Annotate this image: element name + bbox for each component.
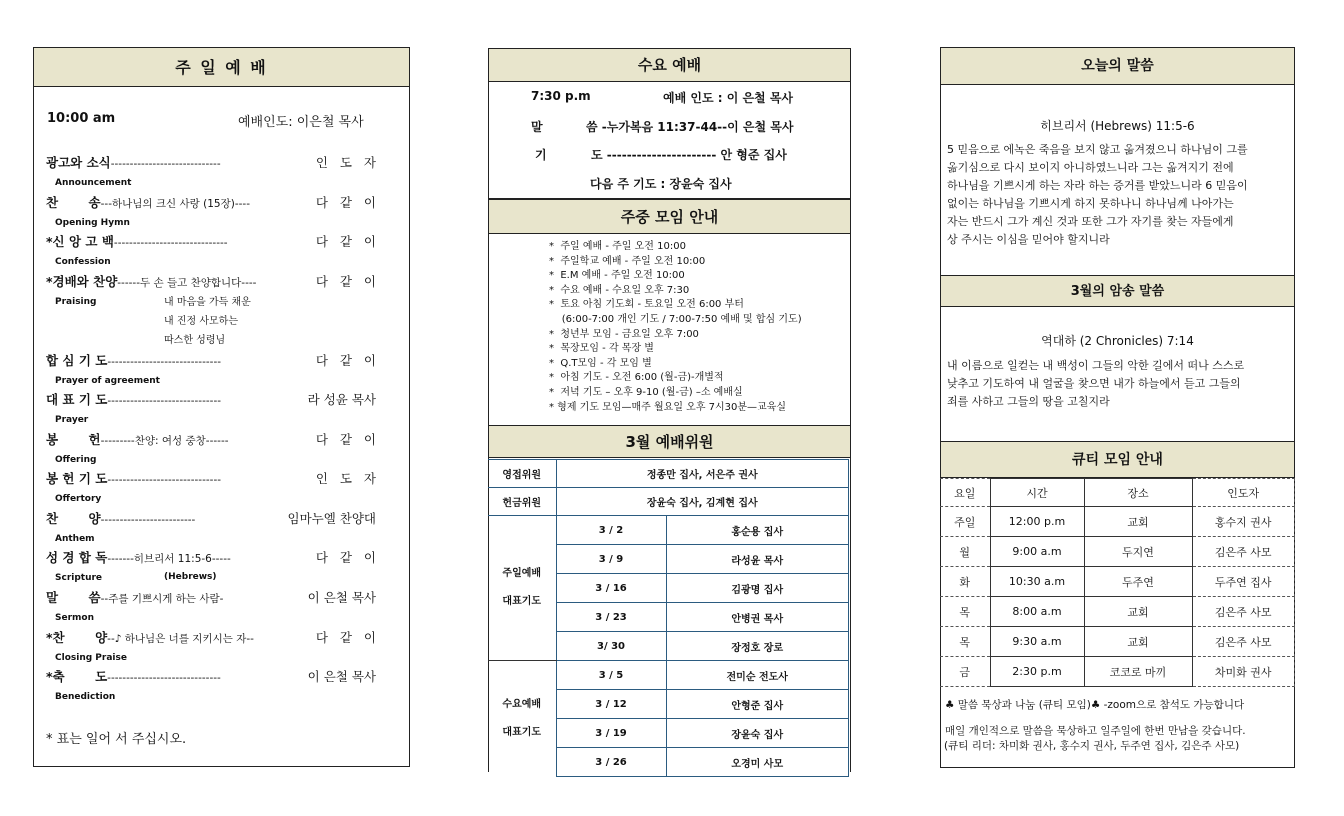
order-item-leader: 인 도 자 — [315, 155, 376, 170]
verse-line: 상 주시는 이심을 믿어야 할지니라 — [947, 233, 1110, 246]
meeting-item: * 수요 예배 - 수요일 오후 7:30 — [549, 284, 690, 296]
sunday-leader: 예배인도: 이은철 목사 — [238, 115, 364, 130]
qt-row — [940, 537, 1295, 567]
order-item-leader: 라 성윤 목사 — [307, 392, 376, 407]
meeting-item: * 토요 아침 기도회 - 토요일 오전 6:00 부터 — [549, 299, 744, 311]
order-item-english: Opening Hymn — [55, 218, 130, 228]
weekly-meetings-title: 주중 모임 안내 — [489, 200, 850, 234]
meeting-item: * 청년부 모임 - 금요일 오후 7:00 — [549, 328, 699, 340]
verse-line: 내 이름으로 일컫는 내 백성이 그들의 악한 길에서 떠나 스스로 — [947, 359, 1245, 372]
qt-footer-line-2: (큐티 리더: 차미화 권사, 홍수지 권사, 두주연 집사, 김은주 사모) — [944, 740, 1240, 752]
order-item-detail: ------------------------------ — [107, 672, 221, 684]
order-item-english: Anthem — [55, 534, 95, 544]
order-item-detail: ------------------------------ — [107, 356, 222, 368]
order-item-detail: ----------------------------- — [110, 158, 221, 170]
qt-place: 교회 — [1084, 507, 1192, 537]
standing-footnote: * 표는 일어 서 주십시오. — [46, 732, 187, 747]
order-item-title: 찬 송 — [46, 195, 101, 210]
praise-line: 내 마음을 가득 채운 — [164, 297, 251, 308]
duty-name: 홍순용 집사 — [666, 516, 849, 545]
verse-line: 자는 반드시 그가 계신 것과 또한 그가 자기를 찾는 자들에게 — [947, 215, 1234, 228]
memory-verse-text — [947, 357, 1244, 411]
order-item-leader: 임마누엘 찬양대 — [287, 511, 376, 526]
qt-header-leader: 인도자 — [1192, 479, 1295, 507]
order-item-detail: ---------찬양: 여성 중창------ — [100, 435, 229, 447]
order-item-title: *찬 양 — [46, 630, 108, 645]
duty-date: 3 / 12 — [556, 690, 666, 719]
qt-leader: 김은주 사모 — [1192, 627, 1295, 657]
order-item-detail: ------------------------------ — [107, 395, 222, 407]
praise-line: 내 진정 사모하는 — [164, 316, 238, 327]
memory-verse-reference: 역대하 (2 Chronicles) 7:14 — [1041, 334, 1194, 348]
order-item-english: Announcement — [55, 178, 132, 188]
duty-name: 라성윤 목사 — [666, 545, 849, 574]
order-item-english: Scripture — [55, 573, 103, 583]
order-item-english: Prayer — [55, 415, 89, 425]
sunday-service-panel — [33, 47, 410, 767]
order-item-title: 합 심 기 도 — [46, 353, 108, 368]
qt-row — [940, 507, 1295, 537]
order-item-leader: 다 같 이 — [315, 630, 376, 645]
worship-order-item — [46, 351, 376, 369]
duty-date: 3 / 9 — [556, 545, 666, 574]
order-item-title: 성 경 합 독 — [46, 550, 108, 565]
qt-time: 9:00 a.m — [990, 537, 1084, 567]
qt-day: 금 — [940, 657, 990, 687]
qt-place: 코코로 마끼 — [1084, 657, 1192, 687]
worship-order-item — [46, 548, 376, 566]
sunday-service-title: 주 일 예 배 — [34, 48, 409, 87]
worship-order-item — [46, 153, 376, 171]
qt-time: 10:30 a.m — [990, 567, 1084, 597]
order-item-title: *경배와 찬양 — [46, 274, 118, 289]
verse-line: 낮추고 기도하여 내 얼굴을 찾으면 내가 하늘에서 듣고 그들의 — [947, 377, 1241, 390]
today-word-reference: 히브리서 (Hebrews) 11:5-6 — [1040, 119, 1195, 133]
order-item-leader: 다 같 이 — [315, 274, 376, 289]
memory-verse-panel — [940, 275, 1295, 442]
greeting-label: 영접위원 — [488, 460, 556, 488]
meeting-item: * Q.T모임 - 각 모임 별 — [549, 357, 652, 369]
order-item-english: Benediction — [55, 692, 116, 702]
order-item-title: *신 앙 고 백 — [46, 234, 114, 249]
today-word-text — [947, 141, 1248, 249]
wednesday-service-panel — [488, 48, 851, 199]
order-item-leader: 이 은철 목사 — [307, 669, 376, 684]
weekly-meetings-list — [549, 240, 802, 415]
order-item-english: Prayer of agreement — [55, 376, 160, 386]
order-item-detail: ---하나님의 크신 사랑 (15장)---- — [100, 198, 251, 210]
offering-label: 헌금위원 — [488, 488, 556, 516]
order-item-detail: -------히브리서 11:5-6----- — [107, 553, 231, 565]
qt-leader: 두주연 집사 — [1192, 567, 1295, 597]
qt-meeting-panel — [940, 441, 1295, 768]
meeting-item: * 형제 기도 모임—매주 월요일 오후 7시30분—교육실 — [549, 401, 787, 413]
qt-footer-line-1: 매일 개인적으로 말씀을 묵상하고 일주일에 한번 만남을 갖습니다. — [945, 725, 1246, 737]
duty-date: 3 / 5 — [556, 661, 666, 690]
duty-name: 김광명 집사 — [666, 574, 849, 603]
order-item-detail: --주를 기쁘시게 하는 사람- — [100, 593, 224, 605]
worship-committee-panel — [488, 425, 851, 772]
wednesday-time: 7:30 p.m — [531, 89, 591, 103]
order-item-detail: ------------------------------ — [107, 474, 222, 486]
meeting-item: * 아침 기도 - 오전 6:00 (월-금)-개별적 — [549, 372, 724, 384]
wednesday-next-prayer: 다음 주 기도 : 장윤숙 집사 — [590, 177, 732, 191]
order-item-title: 대 표 기 도 — [46, 392, 108, 407]
duty-name: 전미순 전도사 — [666, 661, 849, 690]
sunday-prayer-label — [488, 516, 556, 661]
verse-line: 5 믿음으로 에녹은 죽음을 보지 않고 옮겨졌으니 하나님이 그를 — [947, 143, 1248, 156]
qt-leader: 홍수지 권사 — [1192, 507, 1295, 537]
qt-time: 12:00 p.m — [990, 507, 1084, 537]
qt-place: 교회 — [1084, 597, 1192, 627]
wednesday-prayer-label — [488, 661, 556, 777]
order-item-title: 광고와 소식 — [46, 155, 111, 170]
offering-members: 장윤숙 집사, 김계현 집사 — [556, 488, 849, 516]
duty-name: 장정호 장로 — [666, 632, 849, 661]
qt-row — [940, 657, 1295, 687]
qt-row — [940, 567, 1295, 597]
greeting-members: 정종만 집사, 서은주 권사 — [556, 460, 849, 488]
qt-place: 두주연 — [1084, 567, 1192, 597]
qt-meeting-title: 큐티 모임 안내 — [941, 442, 1294, 478]
duty-name: 안병권 목사 — [666, 603, 849, 632]
worship-order-item — [46, 193, 376, 211]
qt-row — [940, 627, 1295, 657]
worship-order-item — [46, 430, 376, 448]
weekly-meetings-panel — [488, 199, 851, 426]
order-item-leader: 이 은철 목사 — [307, 590, 376, 605]
wednesday-prayer-label: 기 — [535, 148, 547, 162]
qt-day: 목 — [940, 627, 990, 657]
order-item-english: Offertory — [55, 494, 102, 504]
wednesday-prayer-label-1: 수요예배 — [502, 698, 542, 710]
order-item-title: 말 씀 — [46, 590, 101, 605]
order-item-leader: 다 같 이 — [315, 195, 376, 210]
meeting-item: * E.M 예배 - 주일 오전 10:00 — [549, 270, 685, 282]
worship-order-item — [46, 390, 376, 408]
duty-date: 3 / 19 — [556, 719, 666, 748]
scripture-sub-hebrews: (Hebrews) — [164, 572, 217, 582]
duty-date: 3 / 23 — [556, 603, 666, 632]
worship-order-item — [46, 667, 376, 685]
sunday-prayer-label-2: 대표기도 — [502, 596, 542, 607]
praise-line: 따스한 성령님 — [164, 335, 226, 346]
worship-order-item — [46, 509, 376, 527]
wednesday-service-title: 수요 예배 — [489, 49, 850, 82]
today-word-title: 오늘의 말씀 — [941, 48, 1294, 85]
worship-order-item — [46, 469, 376, 487]
duty-date: 3 / 2 — [556, 516, 666, 545]
sunday-time: 10:00 am — [47, 111, 116, 126]
duty-date: 3/ 30 — [556, 632, 666, 661]
qt-header-day: 요일 — [940, 479, 990, 507]
order-item-english: Offering — [55, 455, 97, 465]
meeting-item: * 주일 예배 - 주일 오전 10:00 — [549, 241, 686, 252]
qt-day: 화 — [940, 567, 990, 597]
duty-name: 안형준 집사 — [666, 690, 849, 719]
wednesday-prayer: 도 ---------------------- 안 형준 집사 — [591, 148, 787, 162]
duty-name: 장윤숙 집사 — [666, 719, 849, 748]
verse-line: 옮기심으로 다시 보이지 아니하였느니라 그는 옮겨지기 전에 — [947, 161, 1234, 174]
qt-zoom-note: ♣ 말씀 묵상과 나눔 (큐티 모임)♣ -zoom으로 참석도 가능합니다 — [945, 699, 1245, 711]
duty-date: 3 / 16 — [556, 574, 666, 603]
meeting-item: (6:00-7:00 개인 기도 / 7:00-7:50 예배 및 합심 기도) — [549, 313, 802, 325]
wednesday-sermon: 씀 -누가복음 11:37-44--이 은철 목사 — [586, 120, 794, 134]
meeting-item: * 목장모임 - 각 목장 별 — [549, 343, 654, 355]
verse-line: 죄를 사하고 그들의 땅을 고칠지라 — [947, 395, 1110, 408]
order-item-leader: 인 도 자 — [315, 471, 376, 486]
order-item-title: 봉 헌 — [46, 432, 101, 447]
order-item-leader: 다 같 이 — [315, 432, 376, 447]
order-item-title: 봉 헌 기 도 — [46, 471, 108, 486]
worship-order-item — [46, 272, 376, 290]
verse-line: 없이는 하나님을 기쁘시게 하지 못하나니 하나님께 나아가는 — [947, 197, 1234, 210]
order-item-leader: 다 같 이 — [315, 353, 376, 368]
order-item-detail: --♪ 하나님은 너를 지키시는 자-- — [107, 633, 254, 645]
qt-time: 8:00 a.m — [990, 597, 1084, 627]
order-item-title: *축 도 — [46, 669, 108, 684]
order-item-title: 찬 양 — [46, 511, 101, 526]
qt-leader: 김은주 사모 — [1192, 597, 1295, 627]
sunday-prayer-label-1: 주일예배 — [502, 568, 542, 579]
qt-place: 두지연 — [1084, 537, 1192, 567]
qt-header-place: 장소 — [1084, 479, 1192, 507]
qt-leader: 김은주 사모 — [1192, 537, 1295, 567]
worship-order-item — [46, 588, 376, 606]
meeting-item: * 주일학교 예배 - 주일 오전 10:00 — [549, 255, 706, 267]
qt-time: 9:30 a.m — [990, 627, 1084, 657]
qt-day: 목 — [940, 597, 990, 627]
qt-row — [940, 597, 1295, 627]
qt-schedule-table — [940, 478, 1295, 687]
duty-name: 오경미 사모 — [666, 748, 849, 777]
wednesday-sermon-label: 말 — [531, 120, 543, 134]
meeting-item: * 저녁 기도 – 오후 9-10 (월-금) –소 예배실 — [549, 386, 743, 398]
order-item-english: Sermon — [55, 613, 94, 623]
worship-committee-table — [488, 459, 849, 777]
duty-date: 3 / 26 — [556, 748, 666, 777]
order-item-leader: 다 같 이 — [315, 550, 376, 565]
wednesday-leader: 예배 인도 : 이 은철 목사 — [663, 91, 794, 105]
worship-order-item — [46, 232, 376, 250]
order-item-leader: 다 같 이 — [315, 234, 376, 249]
qt-header-time: 시간 — [990, 479, 1084, 507]
qt-day: 월 — [940, 537, 990, 567]
order-item-english: Closing Praise — [55, 653, 127, 663]
order-item-english: Confession — [55, 257, 111, 267]
qt-place: 교회 — [1084, 627, 1192, 657]
wednesday-prayer-label-2: 대표기도 — [502, 726, 542, 738]
qt-leader: 차미화 권사 — [1192, 657, 1295, 687]
qt-day: 주일 — [940, 507, 990, 537]
memory-verse-title: 3월의 암송 말씀 — [941, 276, 1294, 307]
worship-committee-title: 3월 예배위원 — [489, 426, 850, 458]
order-item-detail: ------두 손 들고 찬양합니다---- — [117, 277, 257, 289]
order-item-detail: ------------------------- — [100, 514, 196, 526]
today-word-panel — [940, 47, 1295, 276]
verse-line: 하나님을 기쁘시게 하는 자라 하는 증거를 받았느니라 6 믿음이 — [947, 179, 1248, 192]
qt-time: 2:30 p.m — [990, 657, 1084, 687]
order-item-english: Praising — [55, 297, 97, 307]
worship-order-item — [46, 628, 376, 646]
order-item-detail: ------------------------------ — [113, 237, 228, 249]
